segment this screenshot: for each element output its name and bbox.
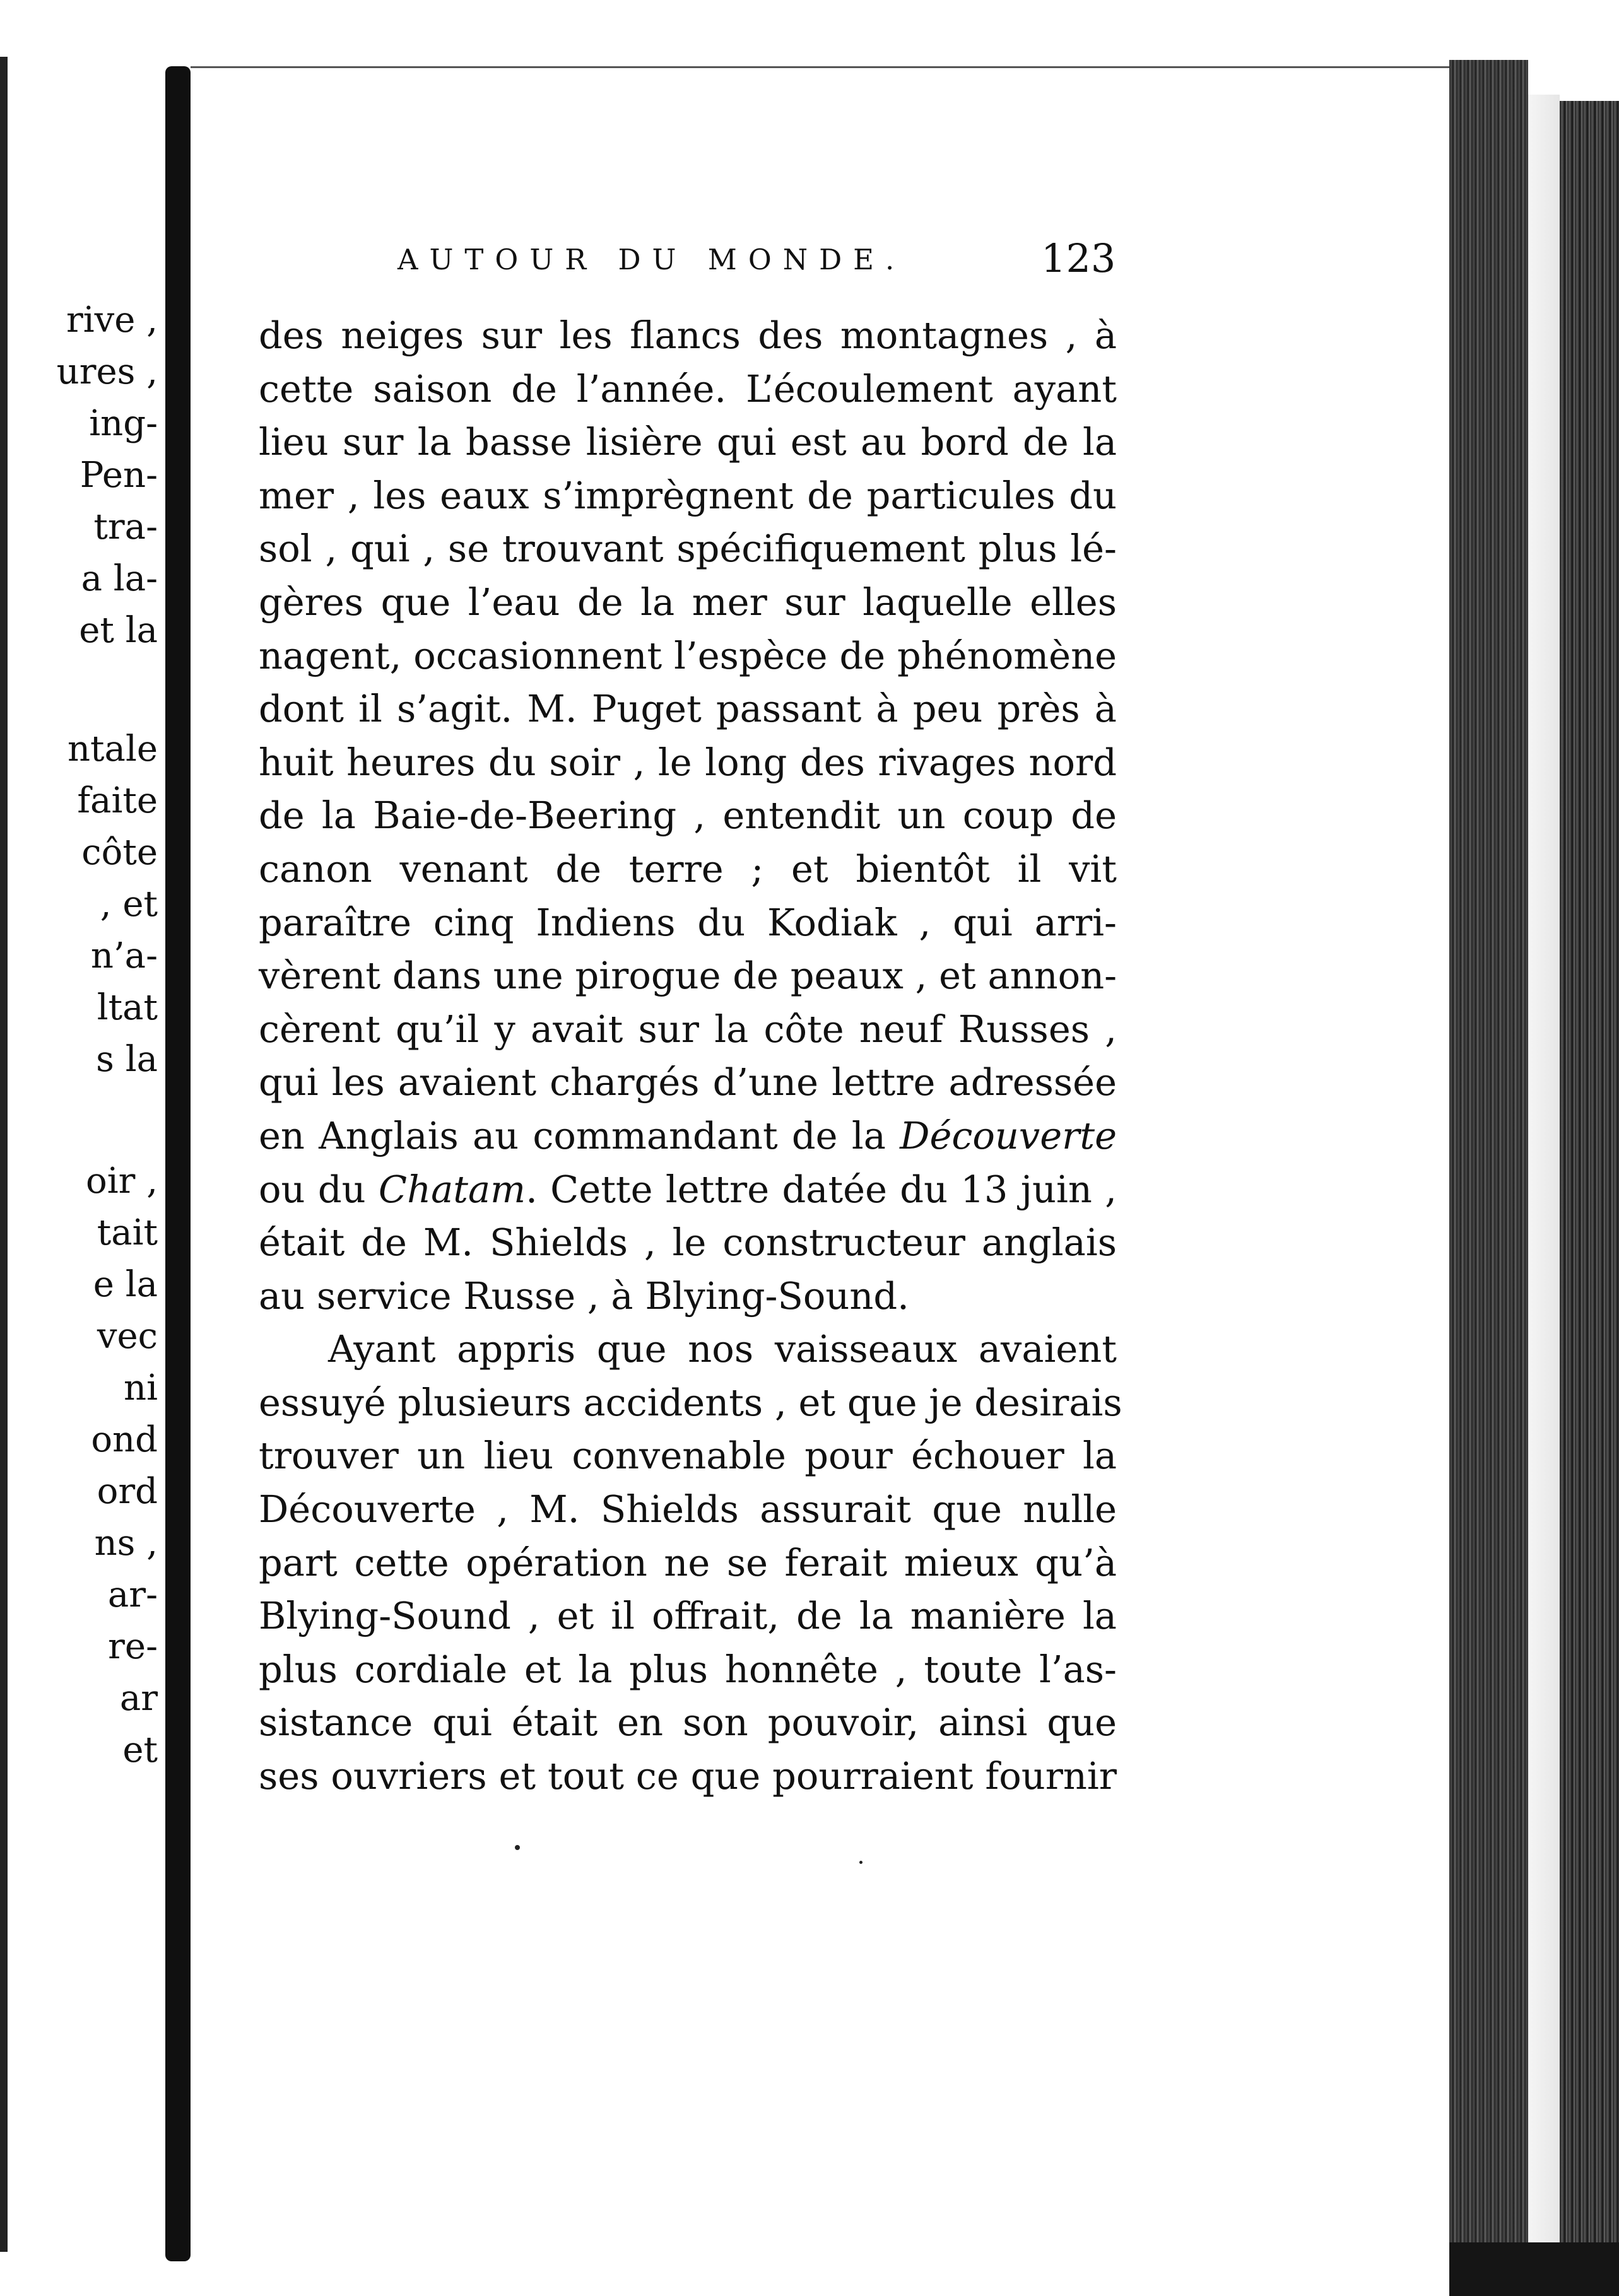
text-line: essuyé plusieurs accidents , et que je desirais [259, 1380, 1122, 1424]
left-fragment: ures , [56, 351, 158, 392]
left-fragment: , et [100, 884, 158, 925]
text-segment: ou du [259, 1167, 379, 1211]
text-line: Blying-Sound , et il offrait, de la manière la [259, 1594, 1117, 1638]
text-line: sistance qui était en son pouvoir, ainsi que [259, 1701, 1117, 1745]
left-fragment: ond [91, 1419, 158, 1460]
text-line: cèrent qu’il y avait sur la côte neuf Russes , [259, 1007, 1117, 1051]
ink-speck [515, 1845, 520, 1850]
left-fragment: tait [97, 1212, 158, 1253]
left-fragment: rive , [66, 300, 158, 341]
left-fragment: côte [81, 832, 158, 873]
text-line: dont il s’agit. M. Puget passant à peu près à [259, 687, 1117, 731]
text-line: gères que l’eau de la mer sur laquelle elles [259, 580, 1117, 624]
left-fragment: Pen- [79, 455, 158, 496]
text-line: Découverte , M. Shields assurait que nulle [259, 1487, 1117, 1532]
text-line: huit heures du soir , le long des rivages nord [259, 740, 1117, 784]
text-line: ses ouvriers et tout ce que pourraient fournir [259, 1754, 1117, 1798]
text-line: mer , les eaux s’imprègnent de particules du [259, 473, 1117, 517]
paragraph-start-line: Ayant appris que nos vaisseaux avaient [328, 1327, 1117, 1371]
left-fragment: n’a- [90, 935, 158, 976]
ink-speck [859, 1861, 862, 1864]
text-line: des neiges sur les flancs des montagnes , à [259, 313, 1117, 357]
running-head-title: AUTOUR DU MONDE. [397, 243, 906, 276]
left-fragment: ltat [97, 987, 158, 1028]
left-fragment: et la [79, 610, 158, 651]
text-line: plus cordiale et la plus honnête , toute l’as- [259, 1647, 1117, 1691]
left-fragment: e la [93, 1264, 158, 1305]
left-fragment: ns , [94, 1523, 158, 1564]
text-line: lieu sur la basse lisière qui est au bord de la [259, 420, 1117, 464]
left-fragment: a la- [81, 558, 158, 599]
text-line: vèrent dans une pirogue de peaux , et annon- [259, 954, 1117, 998]
left-fragment: ar- [107, 1574, 158, 1615]
text-line: qui les avaient chargés d’une lettre adressée [259, 1060, 1117, 1104]
text-segment: . Cette lettre datée du 13 juin , [526, 1167, 1117, 1211]
text-line: paraître cinq Indiens du Kodiak , qui arri- [259, 900, 1117, 944]
left-fragment: ord [97, 1471, 158, 1512]
italic-ship-name: Découverte [900, 1113, 1117, 1157]
text-line: de la Baie-de-Beering , entendit un coup de [259, 794, 1117, 838]
left-fragment: tra- [93, 507, 158, 548]
book-spine-gutter [165, 66, 191, 2261]
left-fragment: oir , [86, 1161, 158, 1202]
paragraph-end-line: au service Russe , à Blying-Sound. [259, 1274, 909, 1318]
left-fragment: vec [97, 1316, 158, 1357]
text-line-with-italic [259, 1110, 1117, 1163]
text-line-with-italic [259, 1163, 1117, 1217]
text-line: trouver un lieu convenable pour échouer la [259, 1434, 1117, 1478]
left-fragment: faite [77, 780, 158, 821]
book-cover-corner [1449, 2242, 1619, 2296]
page-fore-edge-light [1528, 95, 1560, 2271]
text-line: sol , qui , se trouvant spécifiquement plus lé- [259, 527, 1117, 571]
page-number: 123 [1041, 235, 1116, 281]
italic-ship-name: Chatam [378, 1167, 526, 1211]
left-fragment: ntale [67, 729, 158, 770]
text-line: cette saison de l’année. L’écoulement ayant [259, 366, 1117, 411]
text-line: canon venant de terre ; et bientôt il vit [259, 846, 1117, 891]
text-line: part cette opération ne se ferait mieux qu’à [259, 1540, 1117, 1584]
left-fragment: s la [96, 1039, 158, 1080]
body-text [259, 309, 1122, 1803]
text-segment: en Anglais au commandant de la [259, 1113, 900, 1157]
text-line: était de M. Shields , le constructeur anglais [259, 1221, 1117, 1265]
left-page-edge [0, 57, 8, 2252]
left-fragment: ing- [89, 403, 158, 444]
page-fore-edge [1449, 60, 1528, 2296]
running-head [265, 235, 1123, 293]
left-fragment: et [122, 1730, 158, 1771]
book-cover-edge [1560, 101, 1619, 2296]
left-fragment: ni [124, 1368, 158, 1409]
text-line: nagent, occasionnent l’espèce de phénomène [259, 633, 1117, 677]
left-fragment: re- [108, 1626, 158, 1667]
left-fragment: ar [119, 1678, 158, 1719]
